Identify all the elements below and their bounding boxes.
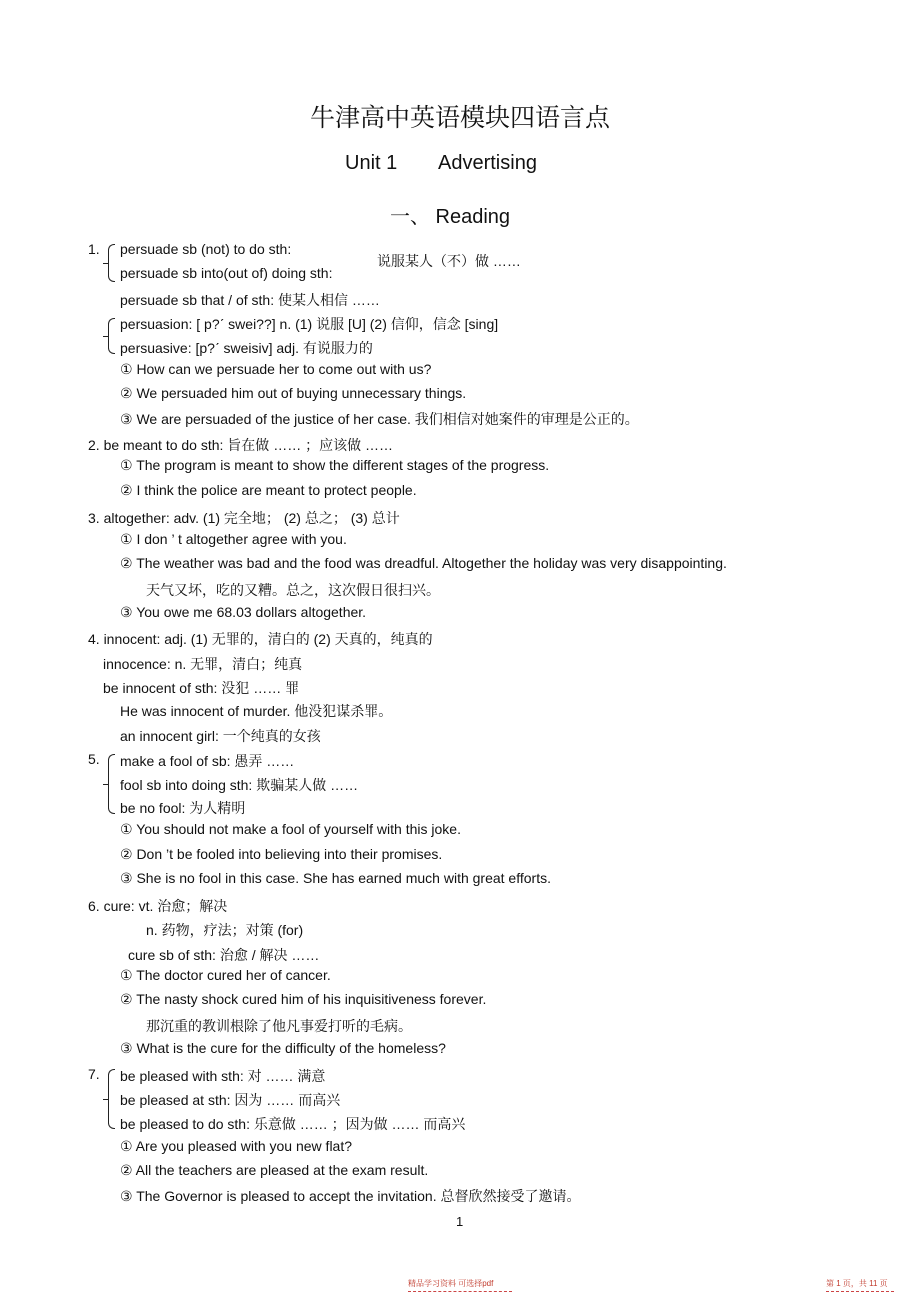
brace — [108, 754, 115, 814]
example: ③ You owe me 68.03 dollars altogether. — [120, 604, 367, 620]
item-line: persuasive: [p?ˊ sweisiv] adj. 有说服力的 — [120, 340, 373, 356]
item-line: n. 药物，疗法；对策 (for) — [146, 922, 304, 938]
item-head: 2. be meant to do sth: 旨在做 …… ；应该做 …… — [88, 437, 393, 453]
brace — [108, 244, 115, 282]
example-translation: 天气又坏，吃的又糟。总之，这次假日很扫兴。 — [146, 582, 440, 598]
footer-left-text: 精品学习资料 可选择pdf — [408, 1279, 494, 1288]
item-line: persuade sb (not) to do sth: — [120, 241, 292, 257]
item-line: make a fool of sb: 愚弄 …… — [120, 753, 295, 769]
item-head: 3. altogether: adv. (1) 完全地； (2) 总之； (3) 总计 — [88, 510, 400, 526]
item-line: be pleased with sth: 对 …… 满意 — [120, 1068, 326, 1084]
item-line: cure sb of sth: 治愈 / 解决 …… — [128, 947, 320, 963]
example: ③ She is no fool in this case. She has earned much with great efforts. — [120, 870, 551, 886]
example: ③ What is the cure for the difficulty of the homeless? — [120, 1040, 446, 1056]
item-line: be pleased to do sth: 乐意做 …… ；因为做 …… 而高兴 — [120, 1116, 466, 1132]
item-line: He was innocent of murder. 他没犯谋杀罪。 — [120, 703, 393, 719]
brace — [108, 1069, 115, 1129]
example: ① You should not make a fool of yourself with this joke. — [120, 821, 461, 837]
item-line: persuade sb into(out of) doing sth: — [120, 265, 333, 281]
example: ③ We are persuaded of the justice of her case. 我们相信对她案件的审理是公正的。 — [120, 411, 639, 427]
footer-divider — [408, 1291, 512, 1292]
example: ③ The Governor is pleased to accept the invitation. 总督欣然接受了邀请。 — [120, 1188, 581, 1204]
unit-label: Unit 1 — [345, 152, 398, 174]
footer-right-text: 第 1 页，共 11 页 — [826, 1279, 888, 1288]
item-line: fool sb into doing sth: 欺骗某人做 …… — [120, 777, 359, 793]
unit-name: Advertising — [438, 152, 537, 174]
item-line: persuasion: [ p?ˊ swei??] n. (1) 说服 [U] (2) 信仰，信念 [sing] — [120, 316, 499, 332]
example: ① I don ’ t altogether agree with you. — [120, 531, 347, 547]
page-title: 牛津高中英语模块四语言点 — [309, 103, 610, 132]
example: ② All the teachers are pleased at the exam result. — [120, 1162, 429, 1178]
item-number: 1. — [88, 241, 100, 257]
item-meaning: 说服某人（不）做 …… — [377, 253, 521, 269]
brace — [108, 318, 115, 354]
item-head: 6. cure: vt. 治愈；解决 — [88, 898, 228, 914]
section-heading: 一、 Reading — [390, 206, 511, 228]
example: ① How can we persuade her to come out with us? — [120, 361, 432, 377]
item-line: innocence: n. 无罪，清白；纯真 — [103, 656, 303, 672]
example: ② We persuaded him out of buying unnecessary things. — [120, 385, 467, 401]
item-number: 7. — [88, 1066, 100, 1082]
page-number: 1 — [456, 1214, 464, 1229]
example: ② I think the police are meant to protect people. — [120, 482, 417, 498]
example-translation: 那沉重的教训根除了他凡事爱打听的毛病。 — [146, 1018, 412, 1034]
example: ① The program is meant to show the different stages of the progress. — [120, 457, 550, 473]
item-line: be innocent of sth: 没犯 …… 罪 — [103, 680, 300, 696]
item-line: be pleased at sth: 因为 …… 而高兴 — [120, 1092, 341, 1108]
item-line: persuade sb that / of sth: 使某人相信 …… — [120, 292, 380, 308]
footer-divider — [826, 1291, 894, 1292]
item-line: an innocent girl: 一个纯真的女孩 — [120, 728, 321, 744]
item-head: 4. innocent: adj. (1) 无罪的，清白的 (2) 天真的，纯真的 — [88, 631, 433, 647]
item-number: 5. — [88, 751, 100, 767]
example: ② Don ’t be fooled into believing into their promises. — [120, 846, 443, 862]
example: ① The doctor cured her of cancer. — [120, 967, 331, 983]
example: ① Are you pleased with you new flat? — [120, 1138, 353, 1154]
item-line: be no fool: 为人精明 — [120, 800, 246, 816]
example: ② The weather was bad and the food was dreadful. Altogether the holiday was very disappointing. — [120, 555, 727, 571]
example: ② The nasty shock cured him of his inquisitiveness forever. — [120, 991, 487, 1007]
